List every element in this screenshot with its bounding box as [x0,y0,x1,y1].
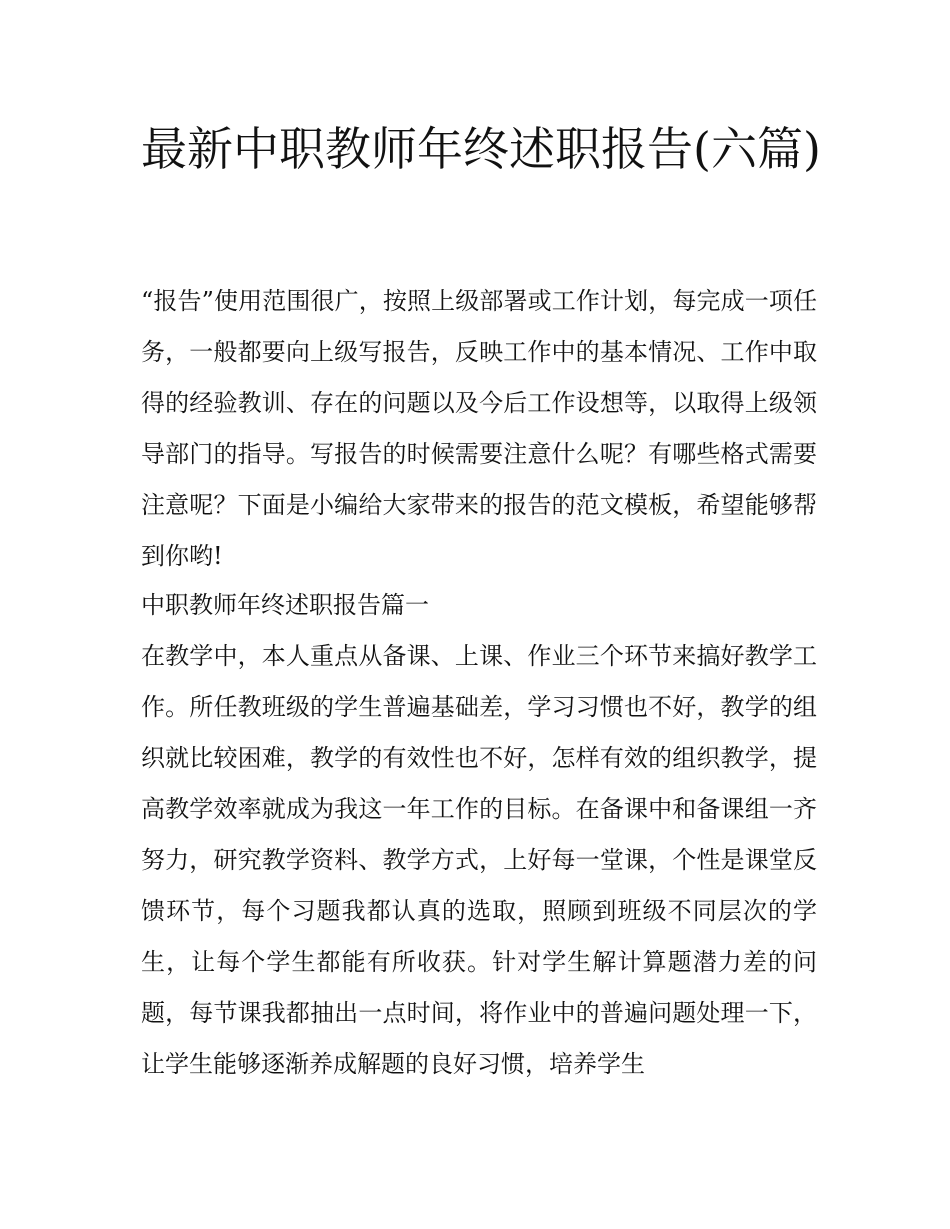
document-title: 最新中职教师年终述职报告(六篇) [141,122,821,176]
section-heading: 中职教师年终述职报告篇一 [141,591,429,619]
intro-paragraph: “报告”使用范围很广，按照上级部署或工作计划，每完成一项任务，一般都要向上级写报告，反映工作中的基本情况、工作中取得的经验教训、存在的问题以及今后工作设想等，以取得上级领导部门的指导。写报告的时候需要注意什么呢？有哪些格式需要注意呢？下面是小编给大家带来的报告的范文模板，希望能够帮到你哟! [141,287,817,570]
body-paragraph: 在教学中，本人重点从备课、上课、作业三个环节来搞好教学工作。所任教班级的学生普遍基础差，学习习惯也不好，教学的组织就比较困难，教学的有效性也不好，怎样有效的组织教学，提高教学效率就成为我这一年工作的目标。在备课中和备课组一齐努力，研究教学资料、教学方式，上好每一堂课，个性是课堂反馈环节，每个习题我都认真的选取，照顾到班级不同层次的学生，让每个学生都能有所收获。针对学生解计算题潜力差的问题，每节课我都抽出一点时间，将作业中的普遍问题处理一下，让学生能够逐渐养成解题的良好习惯，培养学生 [141,642,817,1078]
